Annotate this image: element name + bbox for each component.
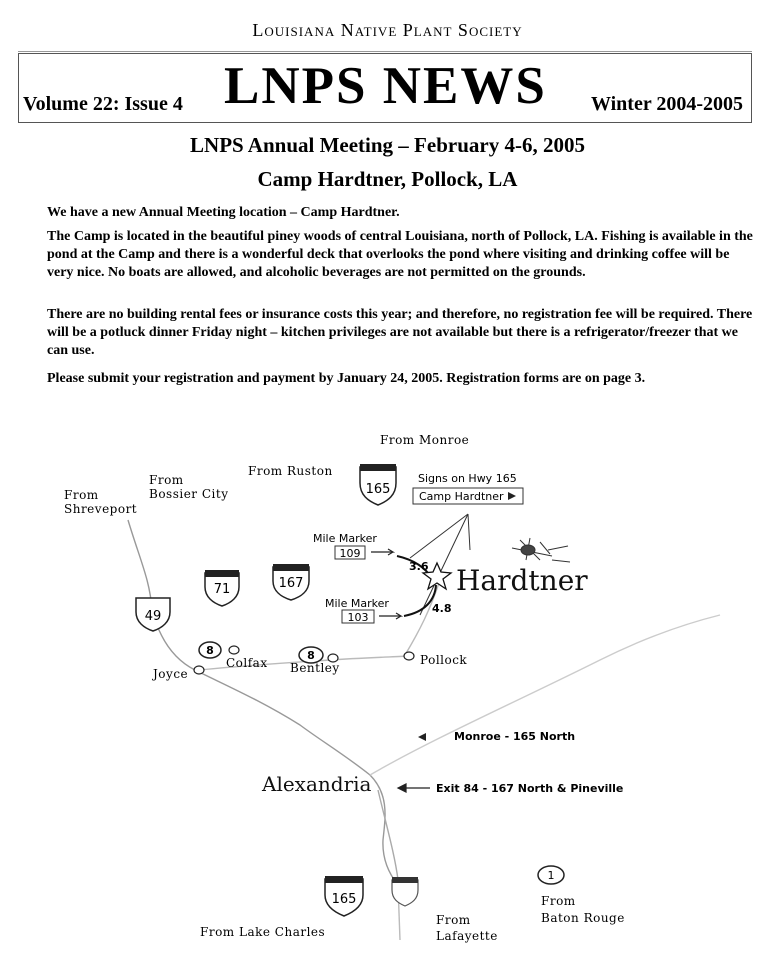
hwy-167-label: 167 — [278, 576, 304, 591]
from-lafayette-label: From Lafayette — [436, 913, 498, 943]
pollock-label: Pollock — [420, 653, 468, 667]
hwy-165-top-label: 165 — [365, 482, 391, 497]
exit-note: Exit 84 - 167 North & Pineville — [436, 782, 624, 795]
hardtner-label: Hardtner — [456, 564, 588, 597]
monroe-arrow-icon — [418, 733, 426, 741]
hwy-8b-label: 8 — [307, 649, 315, 662]
masthead — [18, 53, 752, 123]
colfax-label: Colfax — [226, 656, 268, 670]
from-shreveport-label: From Shreveport — [64, 488, 138, 516]
from-monroe-label: From Monroe — [380, 433, 470, 447]
hwy-71-label: 71 — [213, 582, 231, 597]
exit-arrow-icon — [398, 784, 430, 792]
distance-1: 3.6 — [409, 560, 429, 573]
paragraph-registration: Please submit your registration and payment by January 24, 2005. Registration forms are on page 3. — [47, 371, 646, 386]
tree-icon — [512, 538, 570, 562]
article-location: Camp Hardtner, Pollock, LA — [257, 167, 518, 191]
interstate-small-shield — [392, 877, 418, 906]
hwy-165-bottom-shield — [325, 876, 363, 916]
from-ruston-label: From Ruston — [248, 464, 333, 478]
paragraph-camp: The Camp is located in the beautiful piney woods of central Louisiana, north of Pollock, LA. Fishing is available in the pond at the Camp and there is a wonderful deck that overlooks the pond where visiting and drinking coffee will be very nice. No boats are allowed, and alcoholic beverages are not permitted on the grounds. — [47, 229, 753, 280]
hwy-8a-label: 8 — [206, 644, 214, 657]
newsletter-title: LNPS NEWS — [224, 57, 547, 115]
hwy-1-label: 1 — [547, 869, 555, 882]
hwy-49-label: 49 — [144, 609, 162, 624]
from-baton-rouge-label: From Baton Rouge — [541, 894, 625, 925]
hwy-167-shield — [273, 564, 309, 600]
season: Winter 2004-2005 — [590, 93, 743, 115]
directions-map — [0, 400, 775, 957]
hwy-1-oval — [538, 866, 564, 884]
hwy-49-shield — [136, 598, 170, 631]
hwy-165-top-shield — [360, 464, 396, 505]
from-lake-charles-label: From Lake Charles — [200, 925, 326, 939]
mile-marker-2-number: 103 — [347, 611, 369, 624]
camp-sign-text: Camp Hardtner — [419, 490, 504, 503]
article-headline: LNPS Annual Meeting – February 4-6, 2005 — [190, 133, 585, 157]
mile-marker-1-number: 109 — [339, 547, 361, 560]
monroe-note: Monroe - 165 North — [454, 730, 576, 743]
from-bossier-label: From Bossier City — [149, 473, 229, 501]
joyce-label: Joyce — [153, 667, 189, 681]
hwy-71-shield — [205, 570, 239, 606]
alexandria-label: Alexandria — [262, 772, 372, 796]
paragraph-fees: There are no building rental fees or insurance costs this year; and therefore, no registration fee will be required. There will be a potluck dinner Friday night – kitchen privileges are not available but there is a refrigerator/freezer that we can use. — [47, 307, 753, 358]
bentley-label: Bentley — [290, 661, 340, 675]
mile-marker-2-label: Mile Marker — [325, 597, 389, 610]
volume-issue: Volume 22: Issue 4 — [23, 93, 183, 115]
distance-2: 4.8 — [432, 602, 452, 615]
signs-on-hwy-label: Signs on Hwy 165 — [418, 472, 517, 485]
mile-marker-2-arrow-icon — [379, 613, 401, 619]
hwy-8a-oval — [199, 642, 221, 658]
mile-marker-1-arrow-icon — [371, 549, 393, 555]
hwy-165-bottom-label: 165 — [331, 892, 357, 907]
society-name: Louisiana Native Plant Society — [252, 20, 523, 40]
mile-marker-1-label: Mile Marker — [313, 532, 377, 545]
paragraph-intro: We have a new Annual Meeting location – Camp Hardtner. — [47, 205, 400, 220]
